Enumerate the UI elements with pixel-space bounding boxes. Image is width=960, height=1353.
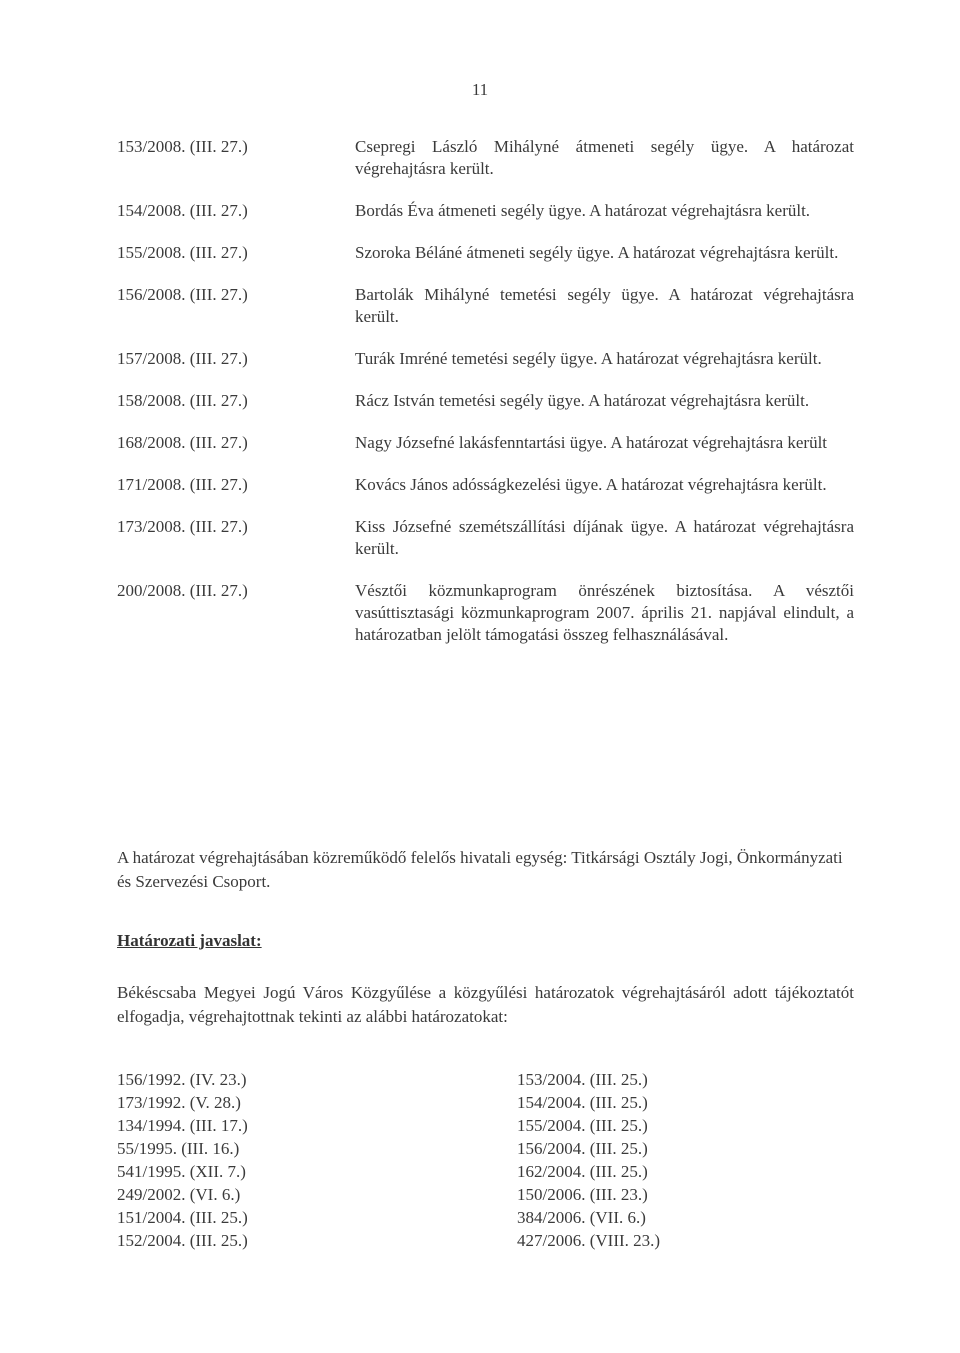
resolution-entry [117,432,854,454]
entry-number: 153/2008. (III. 27.) [117,137,248,156]
resolution-list-item: 155/2004. (III. 25.) [517,1116,648,1135]
resolution-list-item: 156/1992. (IV. 23.) [117,1070,247,1089]
resolution-list-item: 150/2006. (III. 23.) [517,1185,648,1204]
resolution-list-item: 156/2004. (III. 25.) [517,1139,648,1158]
entry-number: 156/2008. (III. 27.) [117,285,248,304]
entry-number: 173/2008. (III. 27.) [117,517,248,536]
entry-text: Szoroka Béláné átmeneti segély ügye. A határozat végrehajtásra került. [355,243,839,262]
resolution-list-item: 162/2004. (III. 25.) [517,1162,648,1181]
proposal-text: Békéscsaba Megyei Jogú Város Közgyűlése a közgyűlési határozatok végrehajtásáról adott tájékoztatót elfogadja, végrehajtottnak tekinti az alábbi határozatokat: [117,983,854,1026]
entry-text: Bordás Éva átmeneti segély ügye. A határozat végrehajtásra került. [355,201,811,220]
resolution-list-item: 427/2006. (VIII. 23.) [517,1231,661,1250]
resolution-list-item: 173/1992. (V. 28.) [117,1093,241,1112]
entry-text: Vésztői közmunkaprogram önrészének biztosítása. A vésztői vasúttisztasági közmunkaprogram 2007. április 21. napjával elindult, a határozatban jelölt támogatási összeg felhasználásával. [355,581,854,644]
resolution-entry [117,136,854,180]
entry-number: 154/2008. (III. 27.) [117,201,248,220]
resolution-entry [117,516,854,560]
entry-text: Turák Imréné temetési segély ügye. A határozat végrehajtásra került. [355,349,822,368]
resolution-list-item: 153/2004. (III. 25.) [517,1070,648,1089]
proposal-heading: Határozati javaslat: [117,931,262,950]
entry-number: 200/2008. (III. 27.) [117,581,248,600]
entry-text: Kovács János adósságkezelési ügye. A határozat végrehajtásra került. [355,475,827,494]
resolution-list-item: 249/2002. (VI. 6.) [117,1185,241,1204]
resolution-entries [117,136,854,666]
resolution-list-item: 151/2004. (III. 25.) [117,1208,248,1227]
resolution-list-item: 541/1995. (XII. 7.) [117,1162,246,1181]
entry-text: Csepregi László Mihályné átmeneti segély ügye. A határozat végrehajtásra került. [355,137,854,178]
resolution-entry [117,390,854,412]
entry-text: Kiss Józsefné szemétszállítási díjának ügye. A határozat végrehajtásra került. [355,517,854,558]
resolution-entry [117,348,854,370]
resolution-entry [117,580,854,646]
resolution-list-item: 384/2006. (VII. 6.) [517,1208,646,1227]
resolution-list-right [517,1068,660,1252]
resolution-list-item: 134/1994. (III. 17.) [117,1116,248,1135]
entry-text: Nagy Józsefné lakásfenntartási ügye. A határozat végrehajtásra került [355,433,828,452]
resolution-entry [117,284,854,328]
entry-text: Rácz István temetési segély ügye. A határozat végrehajtásra került. [355,391,810,410]
resolution-entry [117,200,854,222]
page-number: 11 [471,80,489,99]
responsible-unit-paragraph: A határozat végrehajtásában közreműködő felelős hivatali egység: Titkársági Osztály Jogi, Önkormányzati és Szervezési Csoport. [117,848,843,891]
entry-number: 168/2008. (III. 27.) [117,433,248,452]
resolution-entry [117,474,854,496]
resolution-entry [117,242,854,264]
resolution-list-item: 152/2004. (III. 25.) [117,1231,248,1250]
entry-number: 158/2008. (III. 27.) [117,391,248,410]
entry-number: 157/2008. (III. 27.) [117,349,248,368]
entry-text: Bartolák Mihályné temetési segély ügye. A határozat végrehajtásra került. [355,285,854,326]
entry-number: 171/2008. (III. 27.) [117,475,248,494]
resolution-list-item: 55/1995. (III. 16.) [117,1139,240,1158]
resolution-list-item: 154/2004. (III. 25.) [517,1093,648,1112]
resolution-list-left [117,1068,248,1252]
entry-number: 155/2008. (III. 27.) [117,243,248,262]
